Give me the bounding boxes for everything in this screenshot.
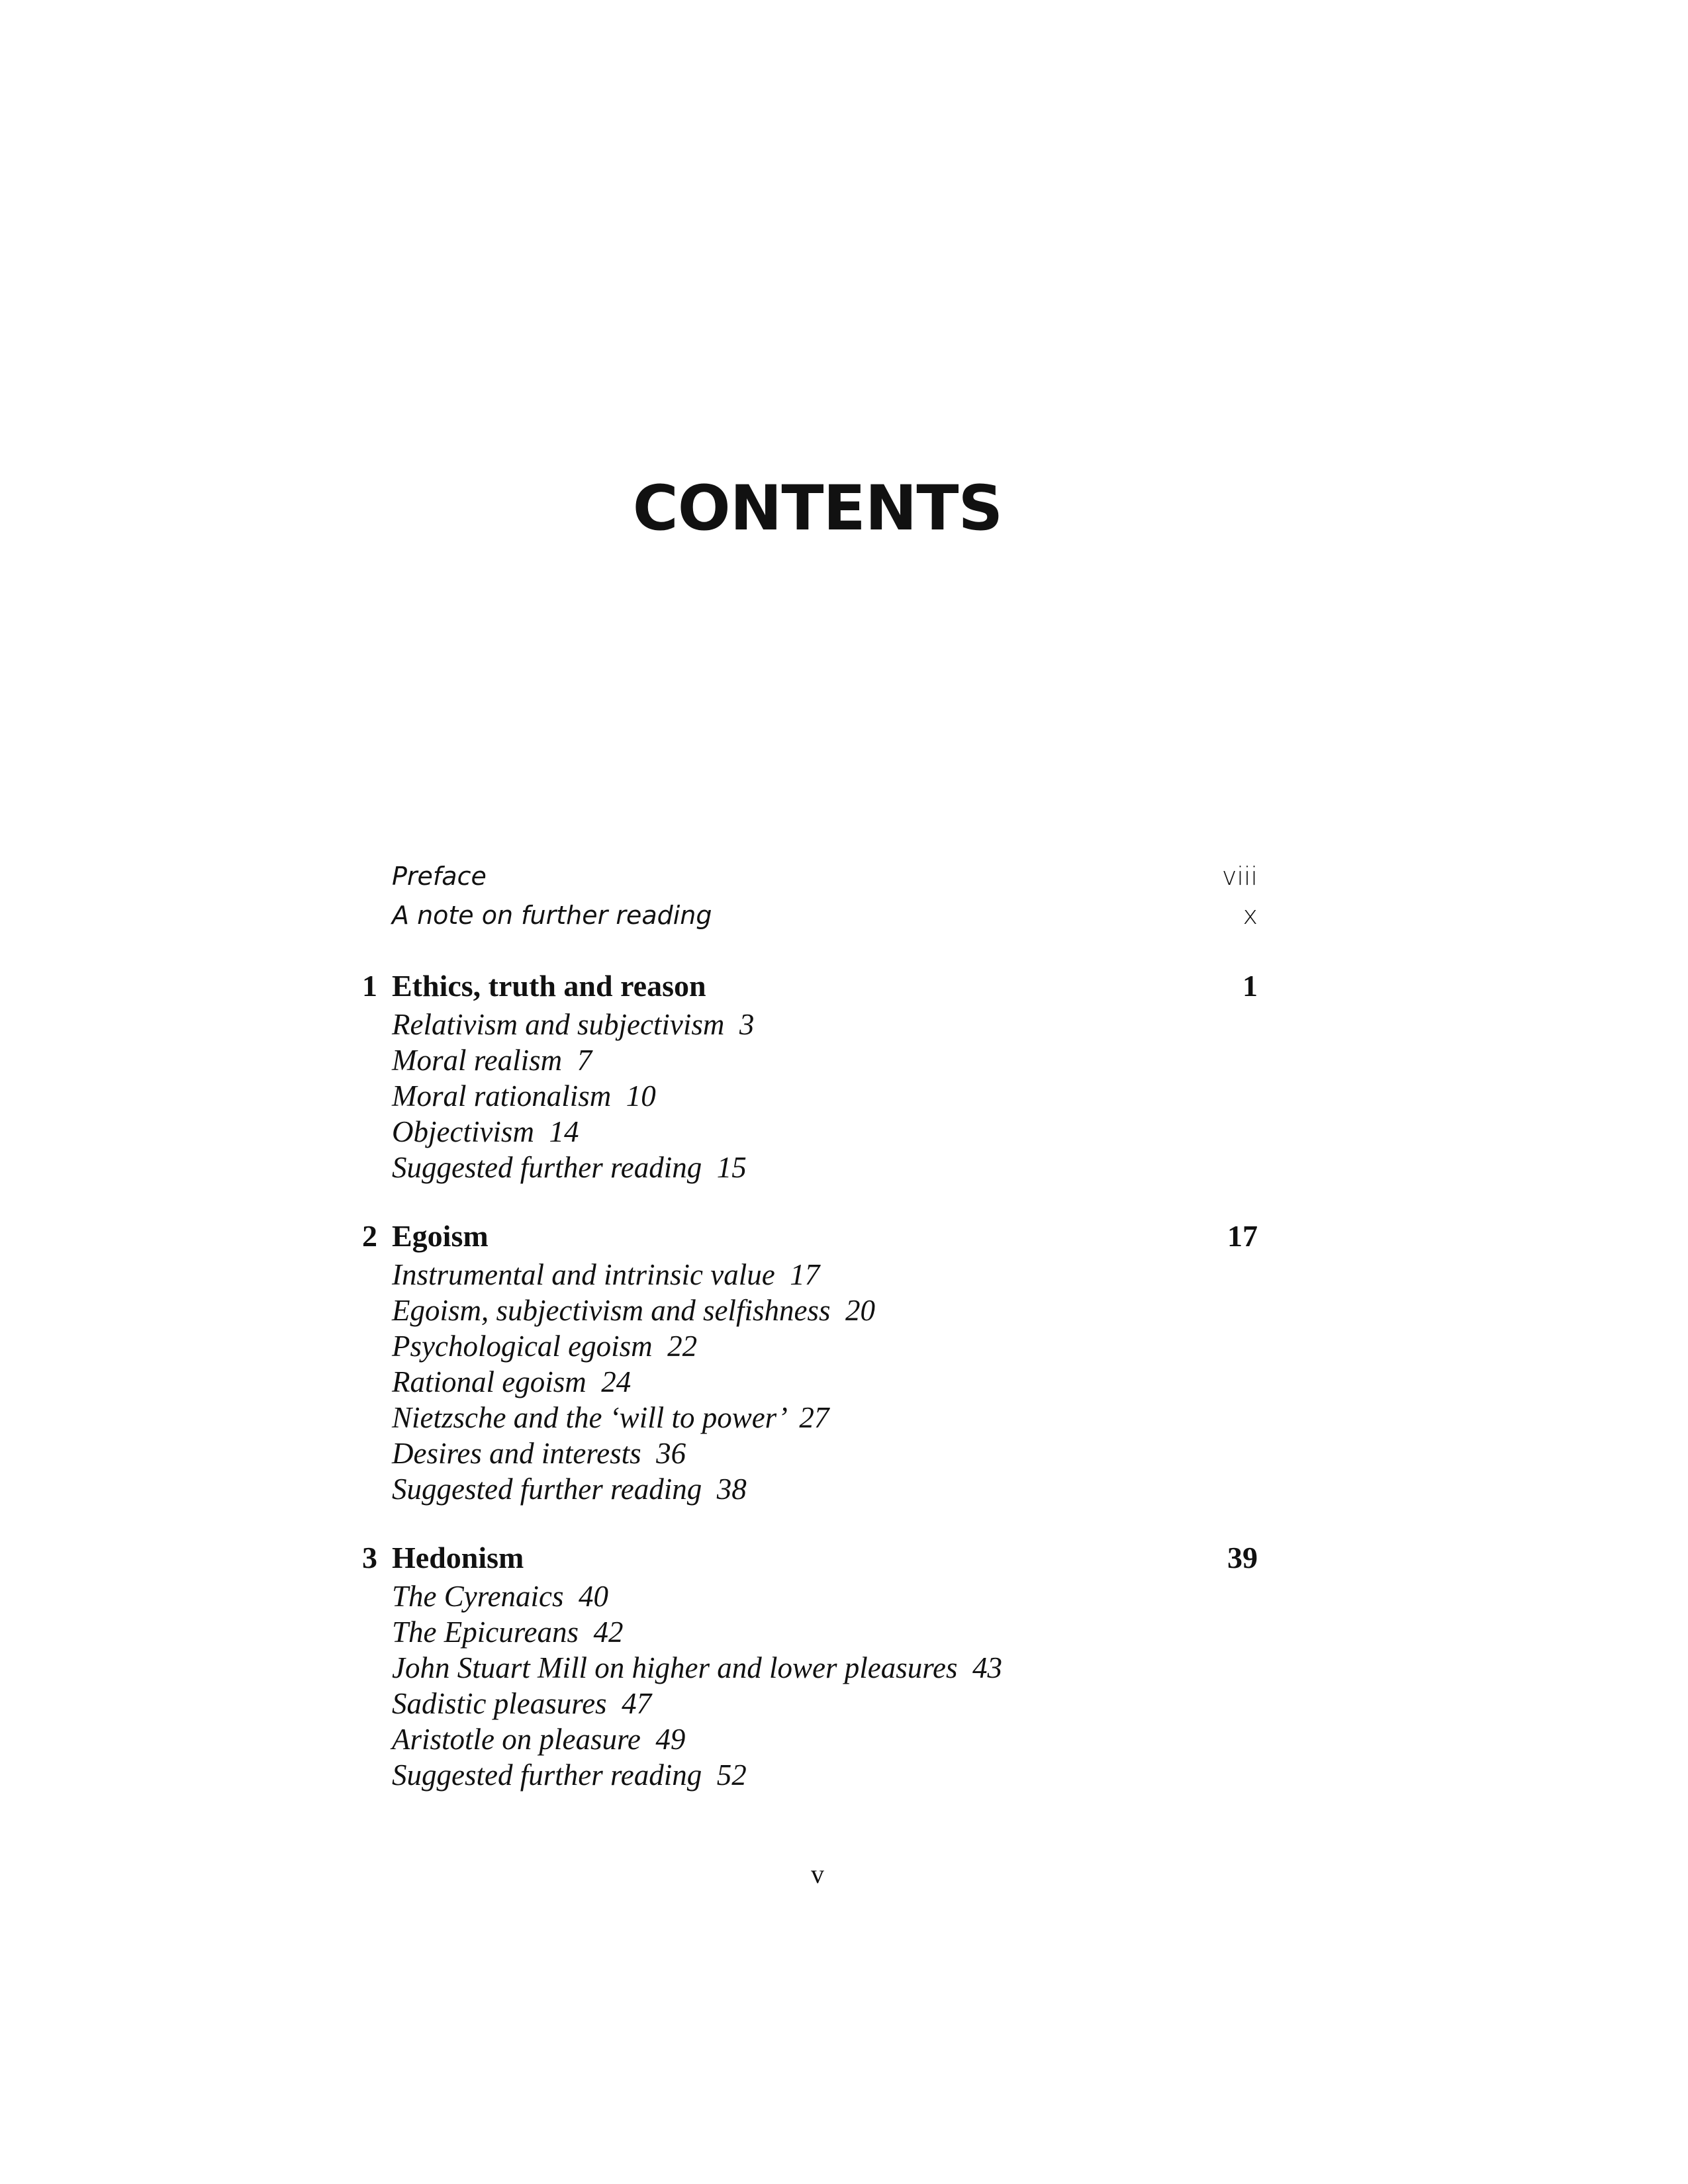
toc-entry-title: Preface xyxy=(392,862,487,891)
section-title: Relativism and subjectivism xyxy=(392,1008,725,1041)
page-number: v xyxy=(811,1859,824,1889)
section-page: 17 xyxy=(790,1258,820,1291)
chapter-page: 17 xyxy=(1227,1219,1258,1253)
section-page: 38 xyxy=(716,1473,747,1506)
toc-section xyxy=(351,1757,1278,1793)
page-title: CONTENTS xyxy=(632,473,1003,545)
section-page: 3 xyxy=(739,1008,755,1041)
section-page: 36 xyxy=(656,1437,686,1470)
section-title: Suggested further reading xyxy=(392,1473,702,1506)
section-title: Instrumental and intrinsic value xyxy=(392,1258,775,1291)
section-title: The Epicureans xyxy=(392,1615,579,1649)
section-page: 20 xyxy=(845,1294,875,1327)
toc-section xyxy=(351,1578,1278,1614)
section-title: Sadistic pleasures xyxy=(392,1687,607,1720)
toc-section xyxy=(351,1614,1278,1650)
section-title: Suggested further reading xyxy=(392,1758,702,1792)
section-title: Rational egoism xyxy=(392,1365,586,1398)
chapter-page: 39 xyxy=(1227,1541,1258,1574)
section-page: 24 xyxy=(601,1365,632,1398)
section-title: Suggested further reading xyxy=(392,1151,702,1184)
toc-front-matter-further-reading-note xyxy=(351,896,1278,935)
section-title: John Stuart Mill on higher and lower pleasures xyxy=(392,1651,958,1684)
toc-front-matter-preface xyxy=(351,857,1278,896)
toc-section xyxy=(351,1042,1278,1078)
toc-chapter-1 xyxy=(351,966,1278,1185)
toc-entry-page: viii xyxy=(1221,862,1258,891)
toc-section xyxy=(351,1257,1278,1293)
chapter-heading xyxy=(351,1537,1278,1578)
toc-section xyxy=(351,1114,1278,1150)
toc-section xyxy=(351,1721,1278,1757)
section-title: Nietzsche and the ‘will to power’ xyxy=(392,1401,784,1434)
chapter-heading xyxy=(351,966,1278,1007)
toc-section xyxy=(351,1293,1278,1328)
toc-section xyxy=(351,1471,1278,1507)
section-title: Aristotle on pleasure xyxy=(392,1723,641,1756)
table-of-contents xyxy=(351,857,1278,1793)
section-page: 10 xyxy=(626,1079,656,1113)
section-page: 40 xyxy=(579,1580,609,1613)
toc-section xyxy=(351,1150,1278,1185)
toc-section xyxy=(351,1078,1278,1114)
chapter-number: 3 xyxy=(362,1541,377,1574)
toc-section xyxy=(351,1007,1278,1042)
section-title: The Cyrenaics xyxy=(392,1580,564,1613)
toc-section xyxy=(351,1650,1278,1686)
toc-chapter-3 xyxy=(351,1537,1278,1793)
toc-section xyxy=(351,1686,1278,1721)
section-page: 47 xyxy=(622,1687,652,1720)
toc-section xyxy=(351,1435,1278,1471)
section-title: Psychological egoism xyxy=(392,1330,653,1363)
section-page: 27 xyxy=(799,1401,829,1434)
section-page: 42 xyxy=(593,1615,624,1649)
chapter-number: 1 xyxy=(362,969,377,1003)
toc-entry-title: A note on further reading xyxy=(392,901,712,930)
section-title: Desires and interests xyxy=(392,1437,641,1470)
section-page: 43 xyxy=(972,1651,1003,1684)
toc-section xyxy=(351,1328,1278,1364)
section-title: Moral rationalism xyxy=(392,1079,612,1113)
section-title: Moral realism xyxy=(392,1044,563,1077)
section-title: Objectivism xyxy=(392,1115,534,1148)
section-page: 7 xyxy=(577,1044,592,1077)
section-page: 22 xyxy=(667,1330,698,1363)
toc-entry-page: x xyxy=(1243,901,1258,930)
toc-chapter-2 xyxy=(351,1216,1278,1507)
section-page: 14 xyxy=(549,1115,579,1148)
chapter-title: Hedonism xyxy=(392,1541,524,1574)
chapter-heading xyxy=(351,1216,1278,1257)
chapter-page: 1 xyxy=(1243,969,1258,1003)
section-title: Egoism, subjectivism and selfishness xyxy=(392,1294,831,1327)
toc-section xyxy=(351,1364,1278,1400)
section-page: 49 xyxy=(655,1723,686,1756)
section-page: 15 xyxy=(716,1151,747,1184)
chapter-title: Ethics, truth and reason xyxy=(392,969,706,1003)
chapter-number: 2 xyxy=(362,1219,377,1253)
section-page: 52 xyxy=(716,1758,747,1792)
chapter-title: Egoism xyxy=(392,1219,489,1253)
toc-section xyxy=(351,1400,1278,1435)
